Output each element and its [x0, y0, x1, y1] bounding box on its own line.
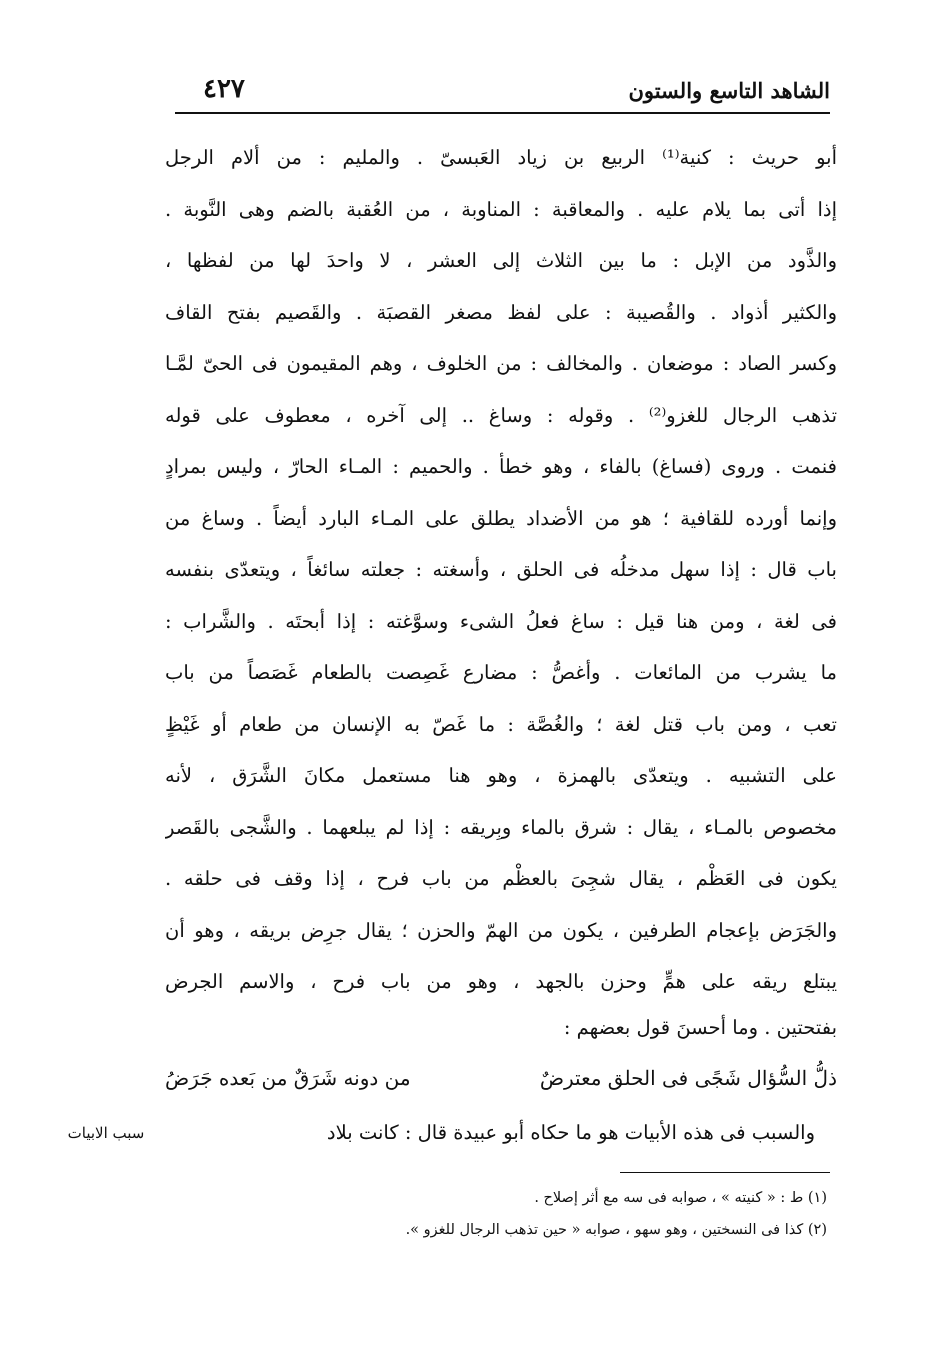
text-line: يبتلع ريقه على همٍّ وحزن بالجهد ، وهو من باب فرح ، والاسم الجرض	[165, 970, 837, 993]
text-line: بفتحتين . وما أحسنَ قول بعضهم :	[563, 1015, 837, 1039]
closing-text-line: والسبب فى هذه الأبيات هو ما حكاه أبو عبيدة قال : كانت بلاد	[326, 1121, 815, 1144]
text-line: وإنما أورده للقافية ؛ هو من الأضداد يطلق على المـاء البارد أيضاً . وساغ من	[165, 506, 837, 530]
text-line: إذا أتى بما يلام عليه . والمعاقبة : المناوبة ، من العُقبة بالضم وهى النَّوبة .	[165, 197, 837, 221]
text-line: والذَّود من الإبل : ما بين الثلاث إلى العشر ، لا واحدَ لها من لفظها ،	[165, 249, 837, 272]
verse-first-hemistich: ذلُّ السُّؤال شَجًى فى الحلق معترضٌ	[539, 1066, 837, 1090]
footnote: (٢) كذا فى النسختين ، وهو سهو ، صوابه « حين تذهب الرجال للغزو ».	[405, 1222, 827, 1238]
body-text	[165, 132, 837, 1048]
footnotes	[165, 1182, 827, 1246]
text-line: والكثير أذواد . والقُصيبة : على لفظ مصغر القصبَة . والقَصيم بفتح القاف	[165, 300, 837, 324]
text-line: مخصوص بالمـاء ، يقال : شرق بالماء وبِريقه : إذا لم يبلعهما . والشَّجى بالقَصر	[165, 815, 837, 839]
text-line: فنمت . وروى (فساغ) بالفاء ، وهو خطأ . والحميم : المـاء الحارّ ، وليس بمرادٍ	[165, 455, 837, 478]
text-line: أبو حريث : كنية⁽¹⁾ الربيع بن زياد العَبسىّ . والمليم : من ألام الرجل	[165, 146, 837, 169]
text-line: ما يشرب من المائعات . وأغصُّ : مضارع غَصِصت بالطعام غَصَصاً من باب	[165, 661, 837, 684]
text-line: وكسر الصاد : موضعان . والمخالف : من الخلوف ، وهم المقيمون فى الحىّ لمَّـا	[165, 352, 837, 375]
text-line: فى لغة ، ومن هنا قيل : ساغ فعلُ الشىء وسوَّغته : إذا أبحتَه . والشَّراب :	[165, 609, 837, 633]
verse-second-hemistich: من دونه شَرَقٌ من بَعده جَرَضُ	[165, 1066, 411, 1090]
text-line: يكون فى العَظْم ، يقال شجِىَ بالعظْم من باب فرح ، إذا وقف فى حلقه .	[165, 867, 837, 890]
poetry-verse	[165, 1058, 837, 1106]
footnote-divider	[620, 1172, 830, 1173]
text-line: على التشبيه . ويتعدّى بالهمزة ، وهو هنا مستعمل مكانَ الشَّرَق ، لأنه	[165, 764, 837, 787]
page-header	[175, 72, 830, 114]
text-line: تعب ، ومن باب قتل لغة ؛ والغُصَّة : ما غَصّ به الإنسان من طعام أو غَيْظٍ	[165, 712, 837, 736]
text-line: والجَرَض بإعجام الطرفين ، يكون من الهمّ والحزن ؛ يقال جرِض بريقه ، وهو أن	[165, 918, 837, 942]
margin-note: سبب الابيات	[67, 1124, 145, 1142]
page-number: ٤٢٧	[203, 74, 245, 104]
running-title: الشاهد التاسع والستون	[628, 78, 830, 103]
footnote: (١) ط : « كنيته » ، صوابه فى سه مع أثر إصلاح .	[534, 1190, 827, 1206]
text-line: تذهب الرجال للغزو⁽²⁾ . وقوله : وساغ .. إلى آخره ، معطوف على قوله	[165, 403, 837, 427]
text-line: باب قال : إذا سهل مدخلُه فى الحلق ، وأسغته : جعلته سائغاً ، ويتعدّى بنفسه	[165, 558, 837, 581]
